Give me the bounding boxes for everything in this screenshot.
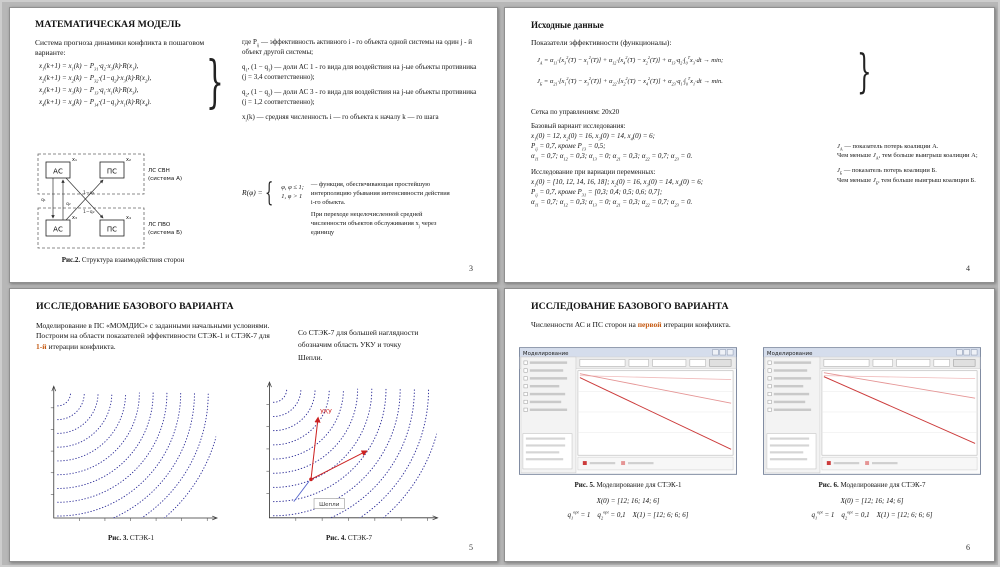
slide3-intro: Система прогноза динамики конфликта в пошаговом варианте: <box>35 38 205 58</box>
r-cases: φ, φ ≤ 1; 1, φ > 1 <box>281 184 304 201</box>
window-control-buttons <box>712 350 733 355</box>
slide-5 <box>9 288 498 562</box>
r-description: — функция, обеспечивающая простейшую интерполяцию убывания интенсивности действия i-го объекта. При переходе нецелочисленной средней численности объектов обслуживания $x_j$ через единицу <box>310 181 450 237</box>
cases-brace: { <box>264 178 273 208</box>
page-number-5: 5 <box>469 543 473 552</box>
slide3-title: МАТЕМАТИЧЕСКАЯ МОДЕЛЬ <box>35 19 181 30</box>
window-title: Моделирование <box>766 351 813 358</box>
plot-axes <box>52 386 217 520</box>
r-function-definition <box>242 180 484 237</box>
page-number-3: 3 <box>469 264 473 273</box>
prediction-equations: $x_1(k+1) = x_1(k) - P_{31}\cdot q_2\cdot x_3(k)\cdot R(x_1)$, $x_2(k+1) = x_2(k) - P_{32}\cdot(1-q_2)\cdot x_3(k)\cdot R(x_2)$, $x_3(k+1) = x_3(k) - P_{13}\cdot q_1\cdot x_1(k)\cdot R(x_3)$, $x_4(k+1) = x_4(k) - P_{14}\cdot(1-q_1)\cdot x_1(k)\cdot R(x_4)$. <box>39 62 152 108</box>
fig2-caption: Рис.2. Структура взаимодействия сторон <box>61 256 185 264</box>
window-title: Моделирование <box>522 351 569 358</box>
scatter-plot-stek1 <box>40 383 222 531</box>
slide6-title: ИССЛЕДОВАНИЕ БАЗОВОГО ВАРИАНТА <box>531 301 729 312</box>
q2-arrow-label: q₂ <box>66 202 71 207</box>
unit-ac-b: АС <box>53 225 63 234</box>
x1-label: x₁ <box>72 157 77 163</box>
fig3-caption: Рис. 3. СТЭК-1 <box>108 534 154 542</box>
shapley-label: Шепли <box>319 502 340 509</box>
trajectory-fan <box>58 393 222 531</box>
slide5-note: Со СТЭК-7 для большей наглядности обозначим область УКУ и точку Шепли. <box>298 328 419 362</box>
mq2-arrow-label: 1−q₂ <box>83 210 95 215</box>
slide4-title: Исходные данные <box>531 20 604 30</box>
stek7-optimal-controls: $q_1^{opt} = 1$ $q_2^{opt} = 0,1$ X(1) = [12; 6; 6; 6] <box>811 509 933 521</box>
jA-functional: $J_А = \alpha_{11}\cdot[x_3^2(T) - x_1^2(T)] + \alpha_{12}\cdot[x_4^2(T) - x_2^2(T)] + \alpha_{13}\cdot q_2\cdot\int_0^Tx_3\cdot dt \to \min$; <box>537 54 724 66</box>
system-a-sub: (система А) <box>148 176 183 182</box>
q1-arrow-label: q₁ <box>41 198 46 203</box>
system-b-label: ЛС ПВО <box>148 222 171 228</box>
slide6-intro: Численности АС и ПС сторон на первой итерации конфликта. <box>531 320 731 329</box>
base-variant-header: Базовый вариант исследования: <box>531 121 626 130</box>
stek1-initial-state: X(0) = [12; 16; 14; 6] <box>596 497 660 505</box>
uku-label: УКУ <box>320 408 332 416</box>
fig4-caption: Рис. 4. СТЭК-7 <box>326 534 372 542</box>
attack-arrows <box>53 178 103 220</box>
plot-axes <box>267 382 437 520</box>
scatter-plot-stek7 <box>253 379 445 531</box>
mq1-arrow-label: 1−q₁ <box>83 191 95 196</box>
x3-label: x₃ <box>72 215 77 221</box>
functionals-brace: } <box>857 44 872 98</box>
slide5-title: ИССЛЕДОВАНИЕ БАЗОВОГО ВАРИАНТА <box>36 301 234 312</box>
window-control-buttons <box>956 350 977 355</box>
r-lhs: R(φ) = <box>242 188 263 197</box>
page-number-6: 6 <box>966 543 970 552</box>
functional-notes: $J_А$ — показатель потерь коалиции А. Чем меньше $J_А$, тем больше выигрыш коалиции А; $J_Б$ — показатель потерь коалиции Б. Чем меньше $J_Б$, тем больше выигрыш коалиции Б. <box>837 143 978 185</box>
uku-area-annotation <box>294 408 367 508</box>
x4-label: x₄ <box>126 215 131 221</box>
control-grid: Сетка по управлениям: 20х20 <box>531 108 620 116</box>
system-b-sub: (система Б) <box>148 230 183 236</box>
study-parameters: Сетка по управлениям: 20х20 Базовый вариант исследования: $x_1(0) = 12$, $x_2(0) = 16$, $x_3(0) = 14$, $x_4(0) = 6$; $P_{ij} = 0,7$, кроме $P_{13} = 0,5$; $\alpha_{11} = 0,7$; $\alpha_{12} = 0,3$; $\alpha_{13} = 0$; $\alpha_{21} = 0,3$; $\alpha_{22} = 0,7$; $\alpha_{23} = 0$. Исследование при вариации переменных: $x_1(0) = [10$, 12, 14, 16, 18]; $x_2(0) = 16$, $x_3(0) = 14$, $x_4(0) = 6$; $P_{ij} = 0,7$, кроме $P_{31} = [0,3$; 0,4; 0,5; 0,6; 0,7]; $\alpha_{11} = 0,7$; $\alpha_{12} = 0,3$; $\alpha_{13} = 0$; $\alpha_{21} = 0,3$; $\alpha_{22} = 0,7$; $\alpha_{23} = 0$. <box>531 108 831 207</box>
equations-system-brace: } <box>206 50 224 115</box>
page-number-4: 4 <box>966 264 970 273</box>
unit-ac-a: АС <box>53 167 63 176</box>
shapley-point <box>309 477 313 481</box>
slide-3 <box>9 7 498 283</box>
notation-definitions: где $P_{ij}$ — эффективность активного i - го объекта одной системы на один j - й объект другой системы; $q_1$, $(1 - q_1)$ — доли АС 1 - го вида для воздействия на j-ые объекты противника (j = 3,4 соответственно); $q_2$, $(1 - q_2)$ — доли АС 3 - го вида для воздействия на j-ые объекты противника (j = 1,2 соответственно); $x_i(k)$ — средняя численность i — го объекта к началу k — го шага <box>242 38 477 123</box>
plot-ticks <box>266 404 427 521</box>
interaction-structure-diagram <box>36 150 212 252</box>
system-side-labels <box>148 168 182 236</box>
x2-label: x₂ <box>126 157 131 163</box>
momdis-window-screenshot-stek7 <box>763 347 981 475</box>
slide5-intro: Моделирование в ПС «МОМДИС» с заданными начальными условиями. Построим на области показателей эффективности СТЭК-1 и СТЭК-7 для 1-й итерации конфликта. <box>36 321 270 351</box>
slide-4 <box>504 7 995 283</box>
stek1-optimal-controls: $q_1^{opt} = 1$ $q_2^{opt} = 0,1$ X(1) = [12; 6; 6; 6] <box>567 509 689 521</box>
slide-6 <box>504 288 995 562</box>
momdis-window-screenshot-stek1 <box>519 347 737 475</box>
plot-ticks <box>51 408 207 521</box>
unit-ps-b: ПС <box>106 225 118 234</box>
fig6-caption: Рис. 6. Моделирование для СТЭК-7 <box>818 481 926 489</box>
slide4-subtitle: Показатели эффективности (функционалы): <box>531 38 672 47</box>
jB-functional: $J_Б = \alpha_{21}\cdot[x_1^2(T) - x_3^2(T)] + \alpha_{22}\cdot[x_2^2(T) - x_4^2(T)] + \alpha_{23}\cdot q_1\cdot\int_0^Tx_1\cdot dt \to \min$. <box>537 76 723 87</box>
trajectory-fan <box>274 389 443 531</box>
fig5-caption: Рис. 5. Моделирование для СТЭК-1 <box>574 481 682 489</box>
system-a-label: ЛС СВН <box>148 168 170 174</box>
performance-functionals <box>537 56 855 86</box>
variation-header: Исследование при вариации переменных: <box>531 167 656 176</box>
stek7-initial-state: X(0) = [12; 16; 14; 6] <box>840 497 904 505</box>
chart-area <box>822 371 977 455</box>
unit-ps-a: ПС <box>106 167 118 176</box>
